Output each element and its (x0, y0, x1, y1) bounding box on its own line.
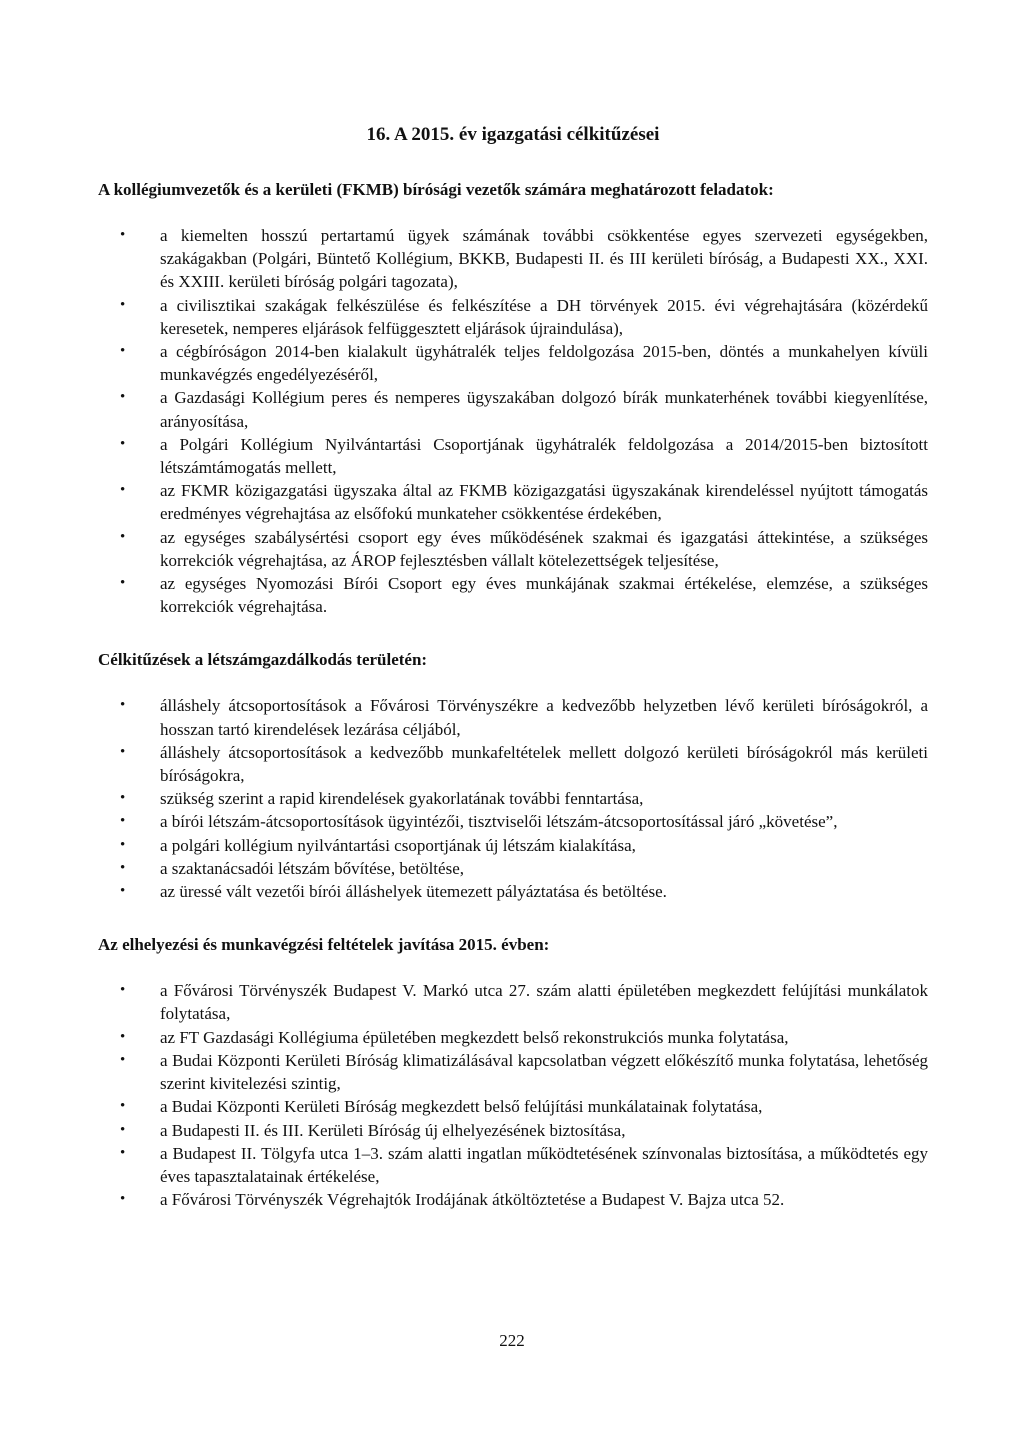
list-item (98, 1049, 928, 1095)
list-item-text: a Budai Központi Kerületi Bíróság megkezdett belső felújítási munkálatainak folytatása, (160, 1097, 763, 1117)
list-item (98, 880, 928, 903)
list-item-text: a szaktanácsadói létszám bővítése, betöltése, (160, 858, 464, 878)
bullet-icon: • (120, 883, 126, 900)
bullet-icon: • (120, 227, 126, 243)
bullet-icon: • (120, 1144, 126, 1161)
bullet-icon: • (120, 790, 126, 807)
bullet-icon: • (120, 482, 126, 499)
list-item (98, 857, 928, 880)
list-item-text: a Fővárosi Törvényszék Végrehajtók Irodájának átköltöztetése a Budapest V. Bajza utca 52. (160, 1190, 785, 1210)
list-item-text: szükség szerint a rapid kirendelések gyakorlatának további fenntartása, (160, 789, 644, 809)
section-heading: A kollégiumvezetők és a kerületi (FKMB) bírósági vezetők számára meghatározott feladatok: (98, 180, 774, 199)
bullet-list (98, 694, 928, 903)
list-item (98, 294, 928, 340)
list-item-text: a kiemelten hosszú pertartamú ügyek számának további csökkentése egyes szervezeti egységekben, szakágakban (Polgári, Büntető Kollégium, BKKB, Budapesti II. és III kerületi bíróság, a Budapesti XX., XXI. és XXIII. kerületi bíróság polgári tagozata), (160, 226, 928, 292)
section-heading: Az elhelyezési és munkavégzési feltételek javítása 2015. évben: (98, 935, 550, 955)
list-item (98, 433, 928, 479)
list-item (98, 1119, 928, 1142)
bullet-icon: • (120, 575, 126, 592)
section-staffing (98, 648, 928, 903)
page-title: 16. A 2015. év igazgatási célkitűzései (366, 124, 660, 145)
bullet-icon: • (120, 743, 126, 760)
bullet-icon: • (120, 389, 126, 406)
list-item (98, 979, 928, 1025)
list-item-text: a Budapesti II. és III. Kerületi Bíróság új elhelyezésének biztosítása, (160, 1120, 626, 1140)
section-facilities (98, 933, 928, 1211)
list-item (98, 741, 928, 787)
section-heading: Célkitűzések a létszámgazdálkodás területén: (98, 650, 428, 670)
document-page (98, 122, 928, 1241)
list-item (98, 810, 928, 833)
list-item-text: a Polgári Kollégium Nyilvántartási Csoportjának ügyhátralék feldolgozása a 2014/2015-ben biztosított létszámtámogatás mellett, (160, 434, 928, 478)
list-item-text: a polgári kollégium nyilvántartási csoportjának új létszám kialakítása, (160, 835, 636, 855)
list-item-text: a Fővárosi Törvényszék Budapest V. Markó utca 27. szám alatti épületében megkezdett felújítási munkálatok folytatása, (160, 981, 928, 1024)
bullet-icon: • (120, 859, 126, 876)
page-number: 222 (499, 1331, 525, 1350)
bullet-icon: • (120, 982, 126, 999)
list-item (98, 1095, 928, 1118)
list-item-text: az egységes Nyomozási Bírói Csoport egy éves munkájának szakmai értékelése, elemzése, a szükséges korrekciók végrehajtása. (160, 574, 928, 617)
bullet-icon: • (120, 296, 126, 313)
list-item (98, 386, 928, 432)
list-item-text: álláshely átcsoportosítások a Fővárosi Törvényszékre a kedvezőbb helyzetben lévő kerületi bíróságokról, a hosszan tartó kirendelések lezárása céljából, (160, 696, 928, 739)
bullet-icon: • (120, 1051, 126, 1068)
bullet-icon: • (120, 435, 126, 452)
list-item (98, 479, 928, 525)
list-item-text: az egységes szabálysértési csoport egy éves működésének szakmai és igazgatási áttekintése, a szükséges korrekciók végrehajtása, az ÁROP fejlesztésben vállalt kötelezettségek teljesítése, (160, 527, 928, 570)
bullet-icon: • (120, 813, 126, 830)
bullet-icon: • (120, 1098, 126, 1115)
list-item (98, 340, 928, 386)
bullet-icon: • (120, 836, 126, 853)
list-item (98, 694, 928, 740)
list-item-text: a cégbíróságon 2014-ben kialakult ügyhátralék teljes feldolgozása 2015-ben, döntés a munkahelyen kívüli munkavégzés engedélyezéséről, (160, 342, 928, 385)
list-item (98, 224, 928, 294)
bullet-list (98, 224, 928, 618)
list-item (98, 787, 928, 810)
list-item (98, 1142, 928, 1188)
list-item-text: a bírói létszám-átcsoportosítások ügyintézői, tisztviselői létszám-átcsoportosítással járó „követése”, (160, 812, 838, 832)
bullet-list (98, 979, 928, 1211)
bullet-icon: • (120, 528, 126, 545)
bullet-icon: • (120, 1028, 126, 1045)
bullet-icon: • (120, 343, 126, 360)
list-item-text: az FT Gazdasági Kollégiuma épületében megkezdett belső rekonstrukciós munka folytatása, (160, 1027, 789, 1047)
bullet-icon: • (120, 1121, 126, 1138)
list-item (98, 572, 928, 618)
list-item-text: a civilisztikai szakágak felkészülése és felkészítése a DH törvények 2015. évi végrehajtására (közérdekű keresetek, nemperes eljárások felfüggesztett eljárások újraindulása), (160, 295, 928, 338)
list-item-text: az FKMR közigazgatási ügyszaka által az FKMB közigazgatási ügyszakának kirendeléssel nyújtott támogatás eredményes végrehajtása az elsőfokú munkateher csökkentése érdekében, (160, 481, 928, 524)
list-item-text: álláshely átcsoportosítások a kedvezőbb munkafeltételek mellett dolgozó kerületi bíróságokról más kerületi bíróságokra, (160, 742, 928, 786)
bullet-icon: • (120, 1191, 126, 1208)
list-item (98, 1188, 928, 1211)
list-item (98, 526, 928, 572)
list-item-text: az üressé vált vezetői bírói álláshelyek ütemezett pályáztatása és betöltése. (160, 882, 667, 902)
list-item (98, 1026, 928, 1049)
section-tasks (98, 178, 928, 618)
list-item-text: a Gazdasági Kollégium peres és nemperes ügyszakában dolgozó bírák munkaterhének további kiegyenlítése, arányosítása, (160, 388, 928, 431)
list-item (98, 834, 928, 857)
list-item-text: a Budapest II. Tölgyfa utca 1–3. szám alatti ingatlan működtetésének színvonalas biztosítása, a működtetés egy éves tapasztalatainak értékelése, (160, 1143, 928, 1186)
bullet-icon: • (120, 697, 126, 714)
list-item-text: a Budai Központi Kerületi Bíróság klimatizálásával kapcsolatban végzett előkészítő munka folytatása, lehetőség szerint kivitelezési szintig, (160, 1050, 928, 1094)
